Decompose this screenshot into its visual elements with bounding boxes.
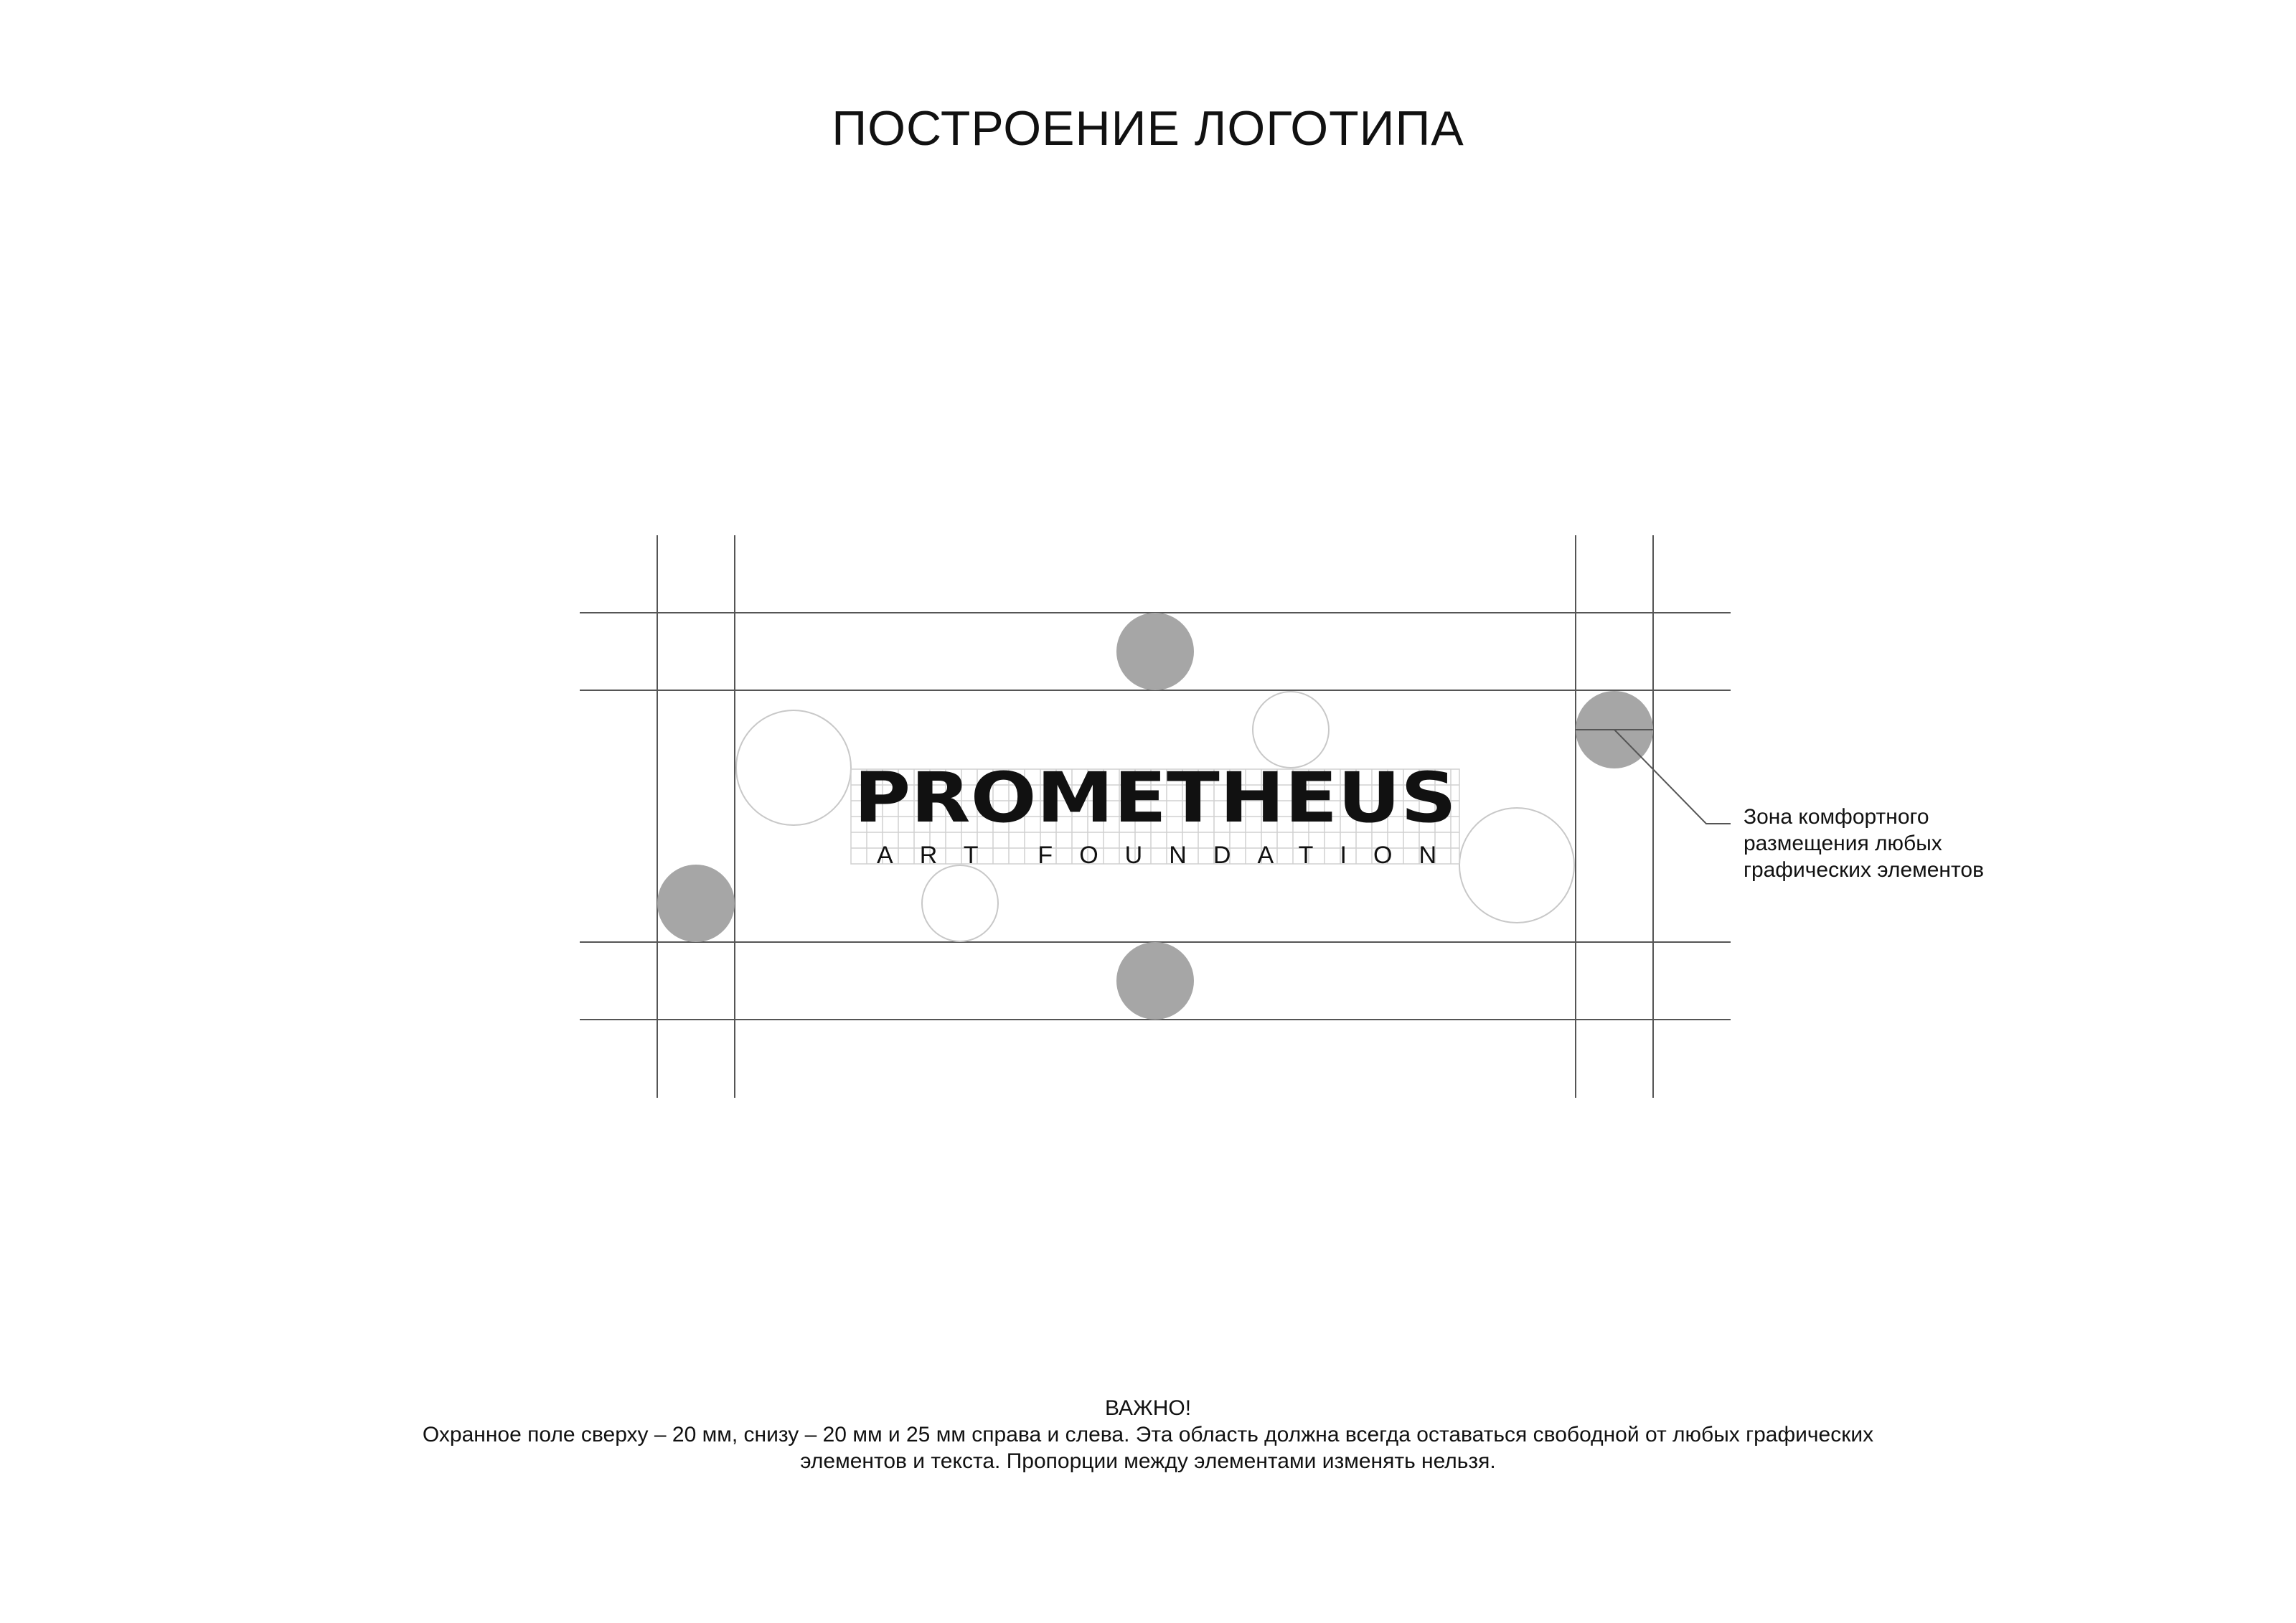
outline-circle-bottom <box>922 865 998 941</box>
note-line: элементов и текста. Пропорции между элементами изменять нельзя. <box>800 1449 1496 1473</box>
logo-wordmark: PROMETHEUS <box>854 758 1457 838</box>
note-heading: ВАЖНО! <box>1104 1396 1192 1420</box>
important-note <box>287 1395 2009 1474</box>
callout-line: размещения любых <box>1744 832 1942 855</box>
callout-line: Зона комфортного <box>1744 805 1929 829</box>
outline-circle-top <box>1253 692 1329 768</box>
clearspace-circle-top <box>1116 613 1194 690</box>
note-line: Охранное поле сверху – 20 мм, снизу – 20 мм и 25 мм справа и слева. Эта область должна всегда оставаться свободной от любых графических <box>422 1423 1874 1446</box>
comfort-zone-callout <box>1744 804 2117 883</box>
clearspace-circle-bottom <box>1116 942 1194 1020</box>
outline-circle-left <box>736 710 851 825</box>
logo-tagline: ART FOUNDATION <box>877 842 1436 869</box>
clearspace-circle-left <box>657 865 735 942</box>
outline-circle-right <box>1459 808 1574 923</box>
callout-line: графических элементов <box>1744 858 1985 882</box>
page-title: ПОСТРОЕНИЕ ЛОГОТИПА <box>832 101 1464 156</box>
